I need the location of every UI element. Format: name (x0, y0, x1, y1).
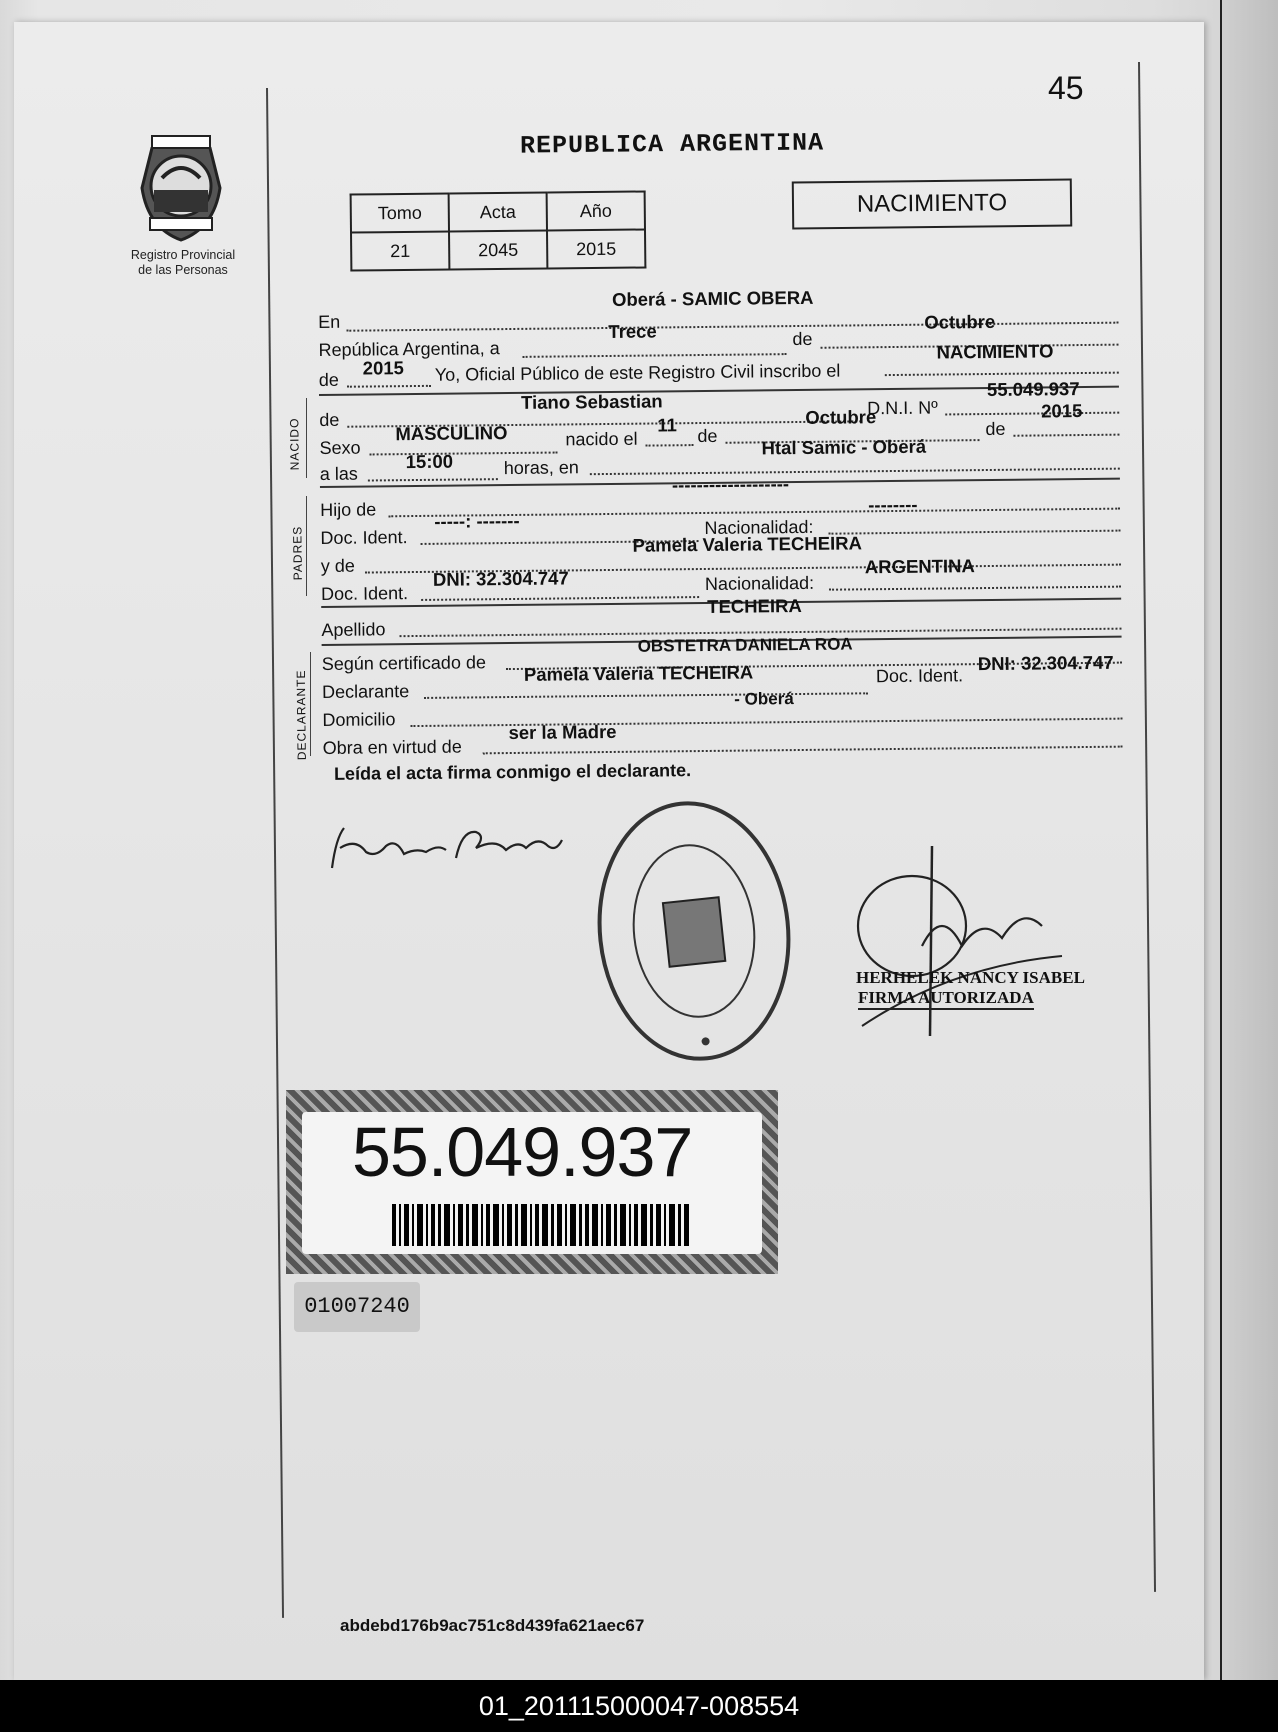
record-type-box: NACIMIENTO (792, 179, 1072, 230)
birth-year-value: 2015 (1041, 400, 1083, 422)
doc2-value: DNI: 32.304.747 (432, 567, 569, 590)
nac1-dots (828, 530, 1120, 535)
barcode-icon (392, 1204, 692, 1246)
hijo-label: Hijo de (320, 499, 377, 521)
registry-header-tomo: Tomo (351, 194, 449, 233)
dni-value: 55.049.937 (986, 378, 1080, 401)
reading-note: Leída el acta firma conmigo el declarante. (333, 760, 692, 784)
official-title: FIRMA AUTORIZADA (858, 988, 1034, 1010)
doc2-label: Doc. Ident. (320, 583, 409, 605)
declarante-label: Declarante (322, 681, 410, 702)
obra-dots (483, 746, 1123, 755)
de2-label: de (318, 369, 339, 391)
sexo-dots (370, 452, 558, 456)
padres-bracket (306, 496, 307, 596)
en-value: Oberá - SAMIC OBERA (611, 286, 814, 310)
official-signature (852, 846, 1085, 1036)
sexo-label: Sexo (319, 437, 361, 459)
hijo-value: ------------------- (671, 473, 790, 496)
filename-footer: 01_201115000047-008554 (0, 1680, 1278, 1732)
day-value: Trece (608, 320, 657, 342)
registry-header-anio: Año (547, 191, 645, 230)
certificado-label: Según certificado de (321, 652, 487, 675)
certificado-value: OBSTETRA DANIELA ROA (637, 634, 853, 656)
obra-value: ser la Madre (508, 720, 617, 744)
nacido-de-label2: de (697, 425, 718, 447)
horas-label: horas, en (503, 457, 579, 479)
place-dots (590, 468, 1120, 476)
doc1-label: Doc. Ident. (320, 527, 408, 549)
stamp-oval-icon (583, 790, 805, 1071)
birth-month-value: Octubre (805, 406, 877, 428)
en-dots (346, 322, 1118, 332)
alas-label: a las (319, 463, 358, 485)
declarante-doc-value: DNI: 32.304.747 (977, 651, 1114, 675)
nac2-label: Nacionalidad: (704, 572, 815, 594)
registry-value-acta: 2045 (449, 230, 547, 269)
official-text: Yo, Oficial Público de este Registro Civil inscribo el (434, 360, 841, 385)
nacido-name-value: Tiano Sebastian (520, 390, 663, 413)
domicilio-label: Domicilio (322, 709, 396, 730)
birth-day-dots (646, 444, 694, 447)
page-number: 45 (1048, 70, 1084, 106)
obra-label: Obra en virtud de (322, 736, 462, 758)
month-value: Octubre (924, 310, 996, 333)
nacido-de-label: de (319, 409, 340, 431)
doc1-value: -----: ------- (434, 509, 520, 532)
section-label-nacido: NACIDO (287, 417, 302, 471)
republica-label: República Argentina, a (318, 338, 500, 361)
section-label-padres: PADRES (290, 525, 305, 581)
dni-label: D.N.I. Nº (867, 397, 938, 419)
nacido-bracket (306, 398, 307, 478)
registry-value-tomo: 21 (351, 232, 449, 271)
declarante-dots (424, 692, 868, 699)
inscribe-dots (885, 372, 1119, 376)
yde-label: y de (320, 555, 355, 577)
mother-value: Pamela Valeria TECHEIRA (632, 532, 862, 556)
logo-caption-line1: Registro Provincial (130, 248, 236, 262)
nac1-label: Nacionalidad: (704, 516, 814, 538)
declarante-value: Pamela Valeria TECHEIRA (523, 661, 754, 685)
official-name: HERHELEK NANCY ISABEL (856, 968, 1085, 987)
de-label: de (792, 328, 813, 350)
barcode-label (286, 1090, 778, 1274)
day-dots (523, 353, 787, 358)
domicilio-value: - Oberá (734, 689, 794, 709)
header-title: REPUBLICA ARGENTINA (519, 128, 825, 161)
hour-dots (368, 478, 498, 481)
declarante-bracket (310, 652, 311, 756)
place-value: Htal Samic - Oberá (761, 435, 927, 459)
inscribe-value: NACIMIENTO (936, 340, 1054, 363)
doc2-dots (421, 596, 699, 601)
document-hash: abdebd176b9ac751c8d439fa621aec67 (340, 1616, 645, 1635)
nacido-de-label3: de (985, 418, 1006, 440)
nac1-value: -------- (868, 493, 918, 516)
section-label-declarante: DECLARANTE (293, 669, 309, 761)
dni-dots (945, 412, 1119, 416)
registry-header-acta: Acta (449, 192, 547, 231)
nac2-dots (829, 586, 1121, 591)
apellido-value: TECHEIRA (707, 594, 802, 617)
en-label: En (318, 311, 341, 333)
sexo-value: MASCULINO (395, 422, 508, 445)
year-value: 2015 (362, 357, 404, 379)
year-dots (347, 385, 431, 388)
logo-caption-line2: de las Personas (138, 263, 228, 277)
apellido-label: Apellido (321, 619, 386, 641)
declarante-doc-label: Doc. Ident. (875, 665, 964, 687)
official-stamp (583, 790, 805, 1071)
birth-year-dots (1013, 434, 1119, 437)
declarant-signature (326, 818, 566, 878)
stamp-code: 01007240 (294, 1282, 420, 1332)
registry-value-anio: 2015 (547, 229, 645, 268)
nacido-el-label: nacido el (565, 428, 638, 450)
barcode-inner (302, 1112, 762, 1254)
nac2-value: ARGENTINA (864, 555, 975, 578)
birth-day-value: 11 (657, 414, 677, 436)
barcode-number: 55.049.937 (352, 1113, 693, 1191)
hour-value: 15:00 (405, 450, 454, 473)
